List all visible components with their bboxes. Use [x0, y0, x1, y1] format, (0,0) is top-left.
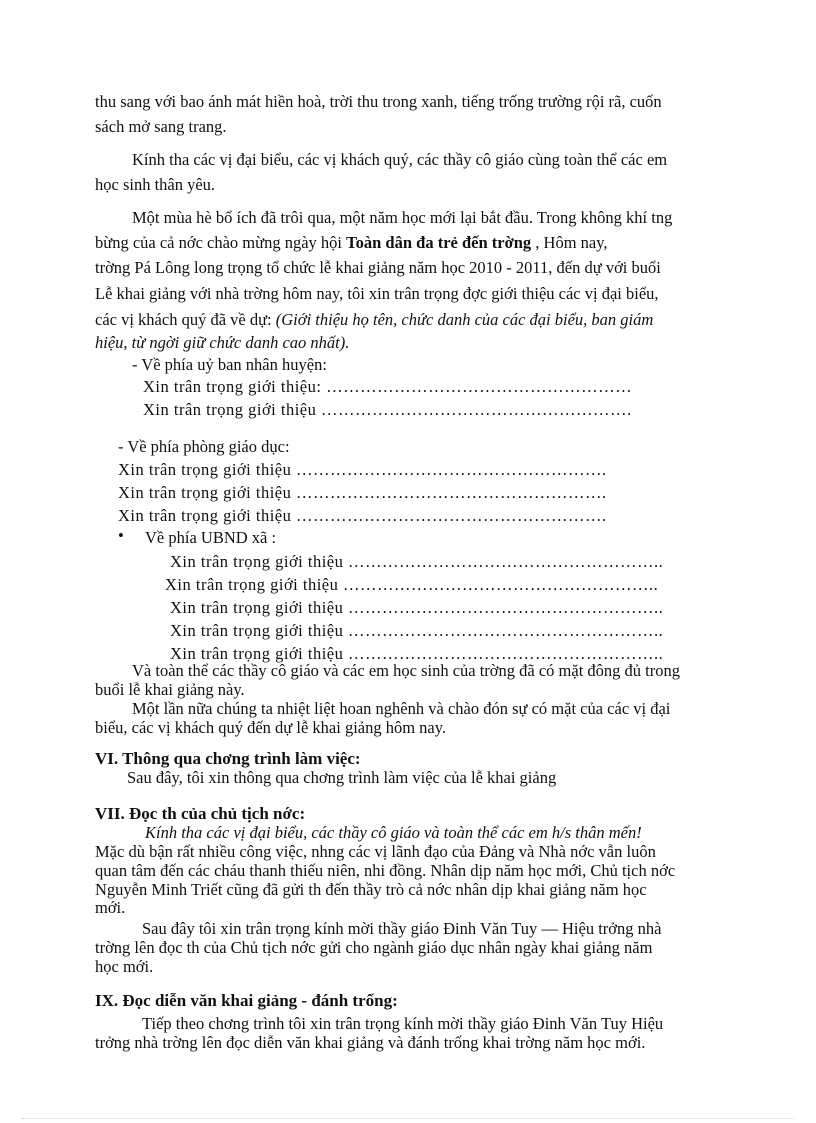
introduction-line: Xin trân trọng giới thiệu ………………………………………………..: [165, 575, 659, 594]
paragraph-intro-line: thu sang với bao ánh mát hiền hoà, trời thu trong xanh, tiếng trống trường rội rã, cuốn: [95, 92, 662, 111]
section-heading-huyen: - Về phía uỷ ban nhân huyện:: [132, 355, 327, 374]
italic-note: hiệu, từ ngời giữ chức danh cao nhất).: [95, 333, 350, 352]
introduction-line: Xin trân trọng giới thiệu ………………………………………………..: [170, 621, 664, 640]
welcome-line: Và toàn thể các thầy cô giáo và các em học sinh của trờng đã có mặt đông đủ trong: [132, 661, 680, 680]
greeting-line: Kính tha các vị đại biểu, các vị khách quý, các thầy cô giáo cùng toàn thể các em: [132, 150, 668, 169]
opening-paragraph-line: [95, 233, 608, 253]
welcome-line: buổi lễ khai giảng này.: [95, 680, 245, 699]
introduction-line: Xin trân trọng giới thiệu ……………………………………………….: [118, 506, 607, 525]
paragraph-intro-line: sách mở sang trang.: [95, 117, 227, 136]
slogan-text: Toàn dân đa trẻ đến trờng: [346, 233, 532, 252]
opening-paragraph-line: Một mùa hè bổ ích đã trôi qua, một năm học mới lại bắt đầu. Trong không khí tng: [132, 208, 673, 227]
section-heading-ix: IX. Đọc diễn văn khai giảng - đánh trống:: [95, 991, 398, 1010]
invitation-line: trởng nhà trờng lên đọc diễn văn khai giảng và đánh trống khai trờng năm học mới.: [95, 1033, 646, 1052]
welcome-line: Một lần nữa chúng ta nhiệt liệt hoan nghênh và chào đón sự có mặt của các vị đại: [132, 699, 671, 718]
introduction-line: Xin trân trọng giới thiệu ……………………………………………….: [143, 400, 632, 419]
letter-line: Nguyễn Minh Triết cũng đã gửi th đến thầy trò cả nớc nhân dịp khai giảng năm học: [95, 880, 647, 899]
opening-paragraph-line: Lễ khai giảng với nhà trờng hôm nay, tôi xin trân trọng đợc giới thiệu các vị đại biểu,: [95, 284, 659, 303]
invitation-line: học mới.: [95, 957, 154, 976]
bullet-icon: •: [118, 526, 124, 545]
introduction-line: Xin trân trọng giới thiệu ………………………………………………..: [170, 598, 664, 617]
introduction-line: Xin trân trọng giới thiệu ………………………………………………..: [170, 552, 664, 571]
text-span: bừng của cả nớc chào mừng ngày hội: [95, 233, 347, 252]
welcome-line: biểu, các vị khách quý đến dự lễ khai giảng hôm nay.: [95, 718, 447, 737]
text-span: các vị khách quý đã về dự:: [95, 310, 276, 329]
invitation-line: trờng lên đọc th của Chủ tịch nớc gửi cho ngành giáo dục nhân ngày khai giảng năm: [95, 938, 653, 957]
introduction-line: Xin trân trọng giới thiệu ……………………………………………….: [118, 483, 607, 502]
section-text: Sau đây, tôi xin thông qua chơng trình làm việc của lễ khai giảng: [127, 768, 557, 787]
letter-line: Mặc dù bận rất nhiều công việc, nhng các vị lãnh đạo của Đảng và Nhà nớc vẫn luôn: [95, 842, 656, 861]
invitation-line: Sau đây tôi xin trân trọng kính mời thầy giáo Đinh Văn Tuy — Hiệu trởng nhà: [142, 919, 662, 938]
letter-line: mới.: [95, 898, 126, 917]
opening-paragraph-line: trờng Pá Lông long trọng tổ chức lễ khai giảng năm học 2010 - 2011, đến dự với buổi: [95, 258, 661, 277]
page-divider: [22, 1118, 794, 1119]
text-span: , Hôm nay,: [531, 233, 608, 252]
invitation-line: Tiếp theo chơng trình tôi xin trân trọng kính mời thầy giáo Đinh Văn Tuy Hiệu: [142, 1014, 664, 1033]
section-heading-vii: VII. Đọc th của chủ tịch nớc:: [95, 804, 306, 823]
section-heading-pgd: - Về phía phòng giáo dục:: [118, 437, 290, 456]
greeting-line: học sinh thân yêu.: [95, 175, 216, 194]
section-heading-vi: VI. Thông qua chơng trình làm việc:: [95, 749, 361, 768]
introduction-line: Xin trân trọng giới thiệu ……………………………………………….: [118, 460, 607, 479]
opening-paragraph-line: [95, 310, 653, 330]
italic-note: (Giới thiệu họ tên, chức danh của các đại biểu, ban giám: [275, 310, 654, 329]
introduction-line: Xin trân trọng giới thiệu: ………………………………………………: [143, 377, 633, 396]
letter-line: Kính tha các vị đại biểu, các thầy cô giáo và toàn thể các em h/s thân mến!: [145, 823, 642, 842]
section-heading-ubnd: Về phía UBND xã :: [145, 528, 277, 547]
letter-line: quan tâm đến các cháu thanh thiếu niên, nhi đồng. Nhân dịp năm học mới, Chủ tịch nớc: [95, 861, 676, 880]
introduction-line: Xin trân trọng giới thiệu ………………………………………………..: [170, 644, 664, 663]
